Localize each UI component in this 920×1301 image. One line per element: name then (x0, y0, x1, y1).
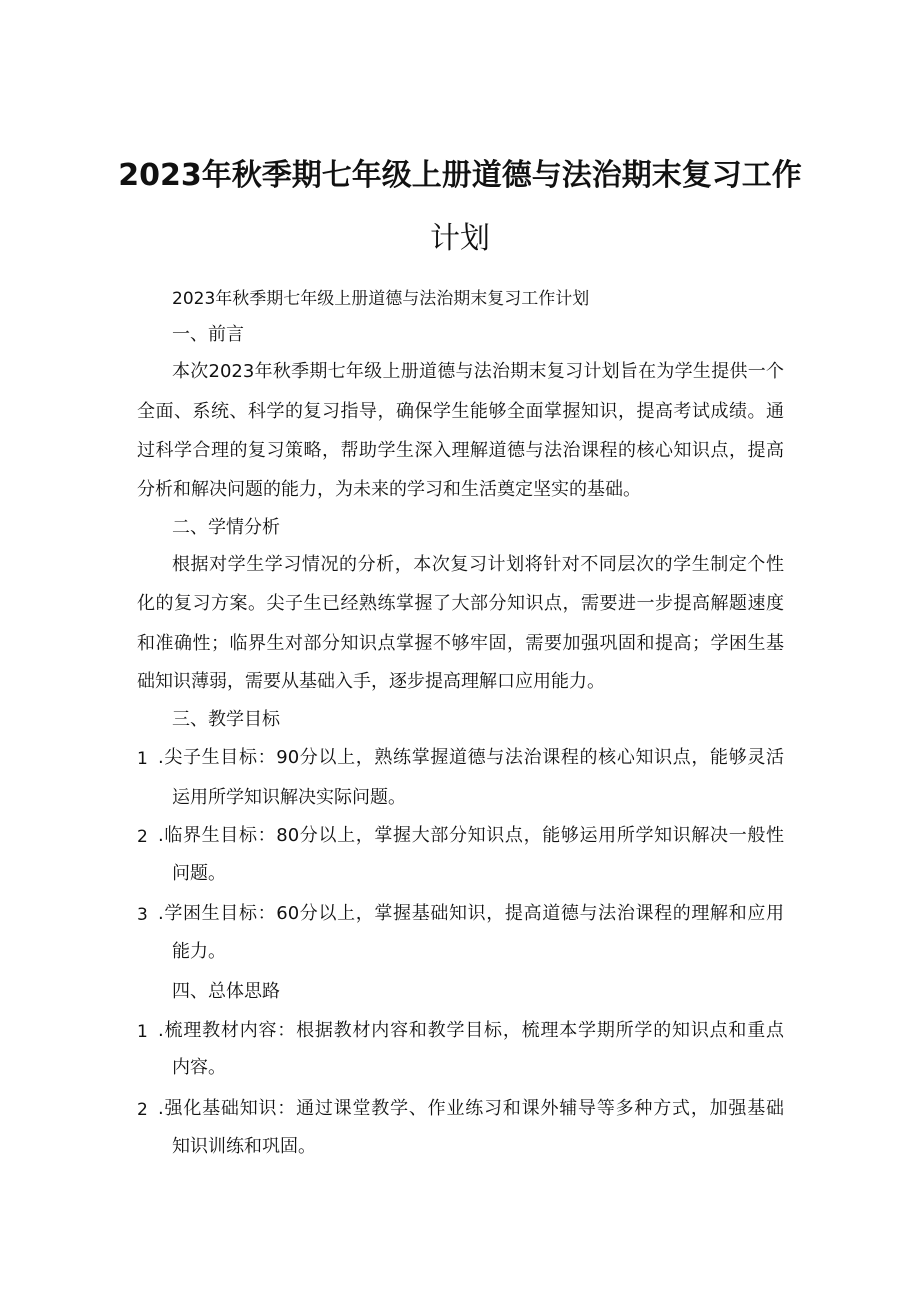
section-heading-preface: 一、前言 (172, 324, 244, 345)
list-number: 1 (137, 749, 148, 769)
document-title-line2: 计划 (430, 221, 490, 256)
list-item-line: .临界生目标：80分以上，掌握大部分知识点，能够运用所学知识解决一般性 (158, 825, 784, 846)
paragraph-line: 过科学合理的复习策略，帮助学生深入理解道德与法治课程的核心知识点，提高 (137, 440, 784, 461)
list-item-line: .学困生目标：60分以上，掌握基础知识，提高道德与法治课程的理解和应用 (158, 903, 784, 924)
list-item-line: 知识训练和巩固。 (172, 1136, 316, 1157)
section-heading-analysis: 二、学情分析 (172, 517, 280, 538)
list-item-line: 运用所学知识解决实际问题。 (172, 787, 406, 808)
list-item-line: 内容。 (172, 1057, 226, 1078)
list-number: 2 (137, 827, 148, 847)
list-number: 1 (137, 1022, 148, 1042)
document-title-line1: 2023年秋季期七年级上册道德与法治期末复习工作 (118, 158, 802, 193)
paragraph-line: 和准确性；临界生对部分知识点掌握不够牢固，需要加强巩固和提高；学困生基 (137, 633, 784, 654)
list-number: 3 (137, 905, 148, 925)
paragraph-line: 分析和解决问题的能力，为未来的学习和生活奠定坚实的基础。 (137, 479, 641, 500)
paragraph-line: 根据对学生学习情况的分析，本次复习计划将针对不同层次的学生制定个性 (172, 554, 784, 575)
list-item-line: .梳理教材内容：根据教材内容和教学目标，梳理本学期所学的知识点和重点 (158, 1020, 784, 1041)
list-number: 2 (137, 1100, 148, 1120)
paragraph-line: 化的复习方案。尖子生已经熟练掌握了大部分知识点，需要进一步提高解题速度 (137, 593, 784, 614)
paragraph-line: 础知识薄弱，需要从基础入手，逐步提高理解口应用能力。 (137, 671, 605, 692)
list-item-line: 问题。 (172, 863, 226, 884)
paragraph-line: 本次2023年秋季期七年级上册道德与法治期末复习计划旨在为学生提供一个 (172, 361, 784, 382)
list-item-line: 能力。 (172, 941, 226, 962)
list-item-line: .尖子生目标：90分以上，熟练掌握道德与法治课程的核心知识点，能够灵活 (158, 747, 784, 768)
section-heading-goals: 三、教学目标 (172, 709, 280, 730)
paragraph-line: 全面、系统、科学的复习指导，确保学生能够全面掌握知识，提高考试成绩。通 (137, 401, 784, 422)
list-item-line: .强化基础知识：通过课堂教学、作业练习和课外辅导等多种方式，加强基础 (158, 1098, 784, 1119)
section-heading-approach: 四、总体思路 (172, 981, 280, 1002)
subtitle: 2023年秋季期七年级上册道德与法治期末复习工作计划 (172, 289, 590, 309)
